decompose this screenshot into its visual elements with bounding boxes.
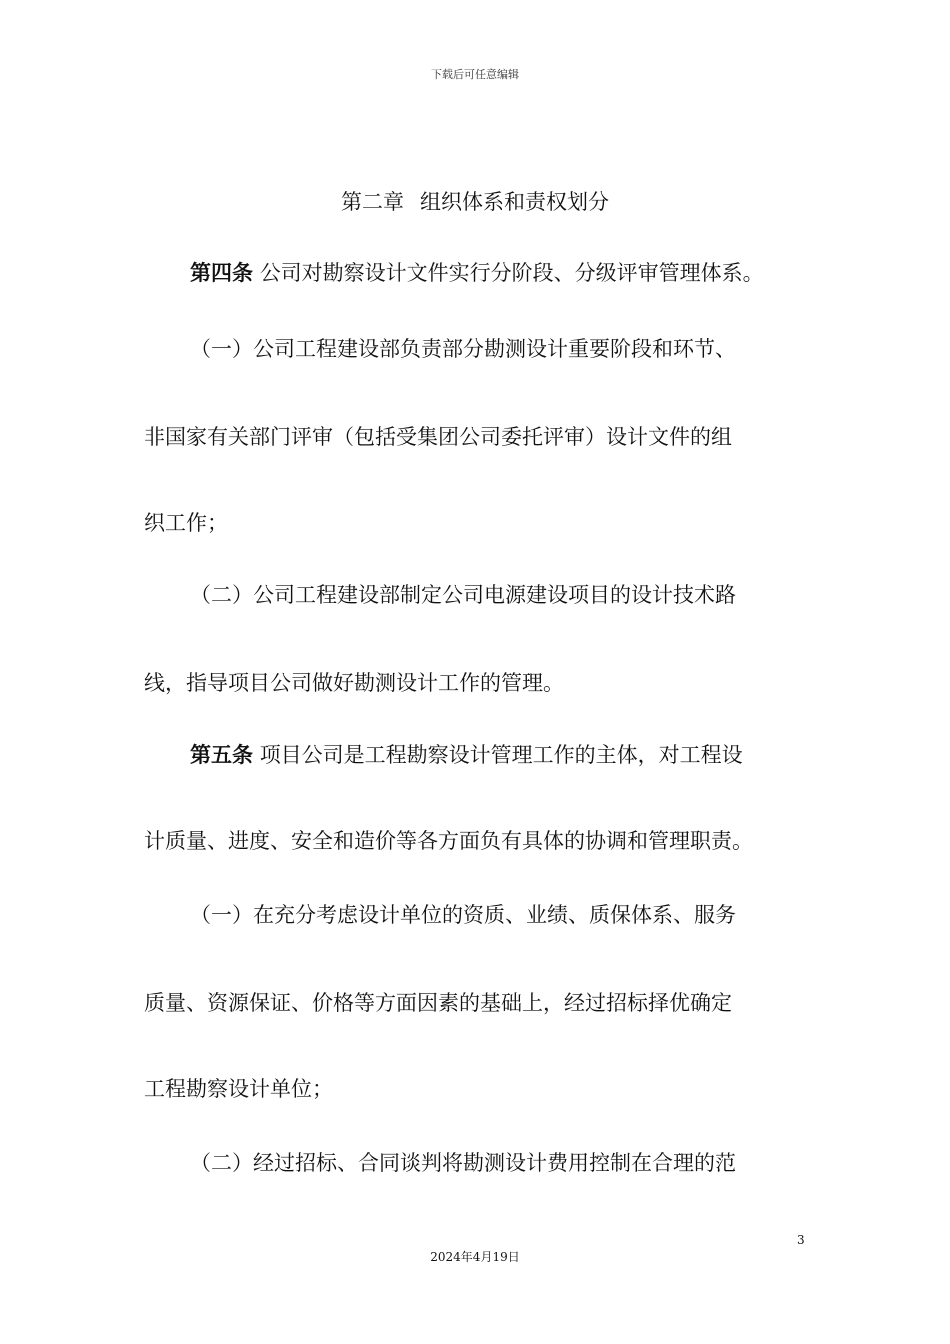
- paragraph-line: （一）在充分考虑设计单位的资质、业绩、质保体系、服务: [190, 903, 736, 927]
- paragraph-line: 工程勘察设计单位；: [144, 1077, 333, 1101]
- article-text: 项目公司是工程勘察设计管理工作的主体，对工程设: [259, 743, 743, 767]
- page-header: 下载后可任意编辑: [431, 68, 519, 81]
- article-label: 第五条: [190, 742, 253, 767]
- paragraph-line: 质量、资源保证、价格等方面因素的基础上，经过招标择优确定: [144, 991, 732, 1015]
- paragraph-line: 计质量、进度、安全和造价等各方面负有具体的协调和管理职责。: [144, 829, 753, 853]
- article-text: 公司对勘察设计文件实行分阶段、分级评审管理体系。: [259, 261, 764, 285]
- chapter-title: 组织体系和责权划分: [420, 190, 609, 214]
- chapter-heading: [0, 186, 950, 216]
- footer-date: 2024年4月19日: [430, 1250, 520, 1264]
- article-label: 第四条: [190, 260, 253, 285]
- paragraph-line: 线，指导项目公司做好勘测设计工作的管理。: [144, 671, 564, 695]
- paragraph-line: （一）公司工程建设部负责部分勘测设计重要阶段和环节、: [190, 337, 736, 361]
- article-5-line: [190, 740, 743, 770]
- paragraph-line: （二）公司工程建设部制定公司电源建设项目的设计技术路: [190, 583, 736, 607]
- paragraph-line: 非国家有关部门评审（包括受集团公司委托评审）设计文件的组: [144, 425, 732, 449]
- page-number: 3: [797, 1233, 805, 1247]
- article-4-line: [190, 258, 764, 288]
- paragraph-line: 织工作；: [144, 511, 228, 535]
- chapter-number: 第二章: [341, 190, 404, 214]
- paragraph-line: （二）经过招标、合同谈判将勘测设计费用控制在合理的范: [190, 1151, 736, 1175]
